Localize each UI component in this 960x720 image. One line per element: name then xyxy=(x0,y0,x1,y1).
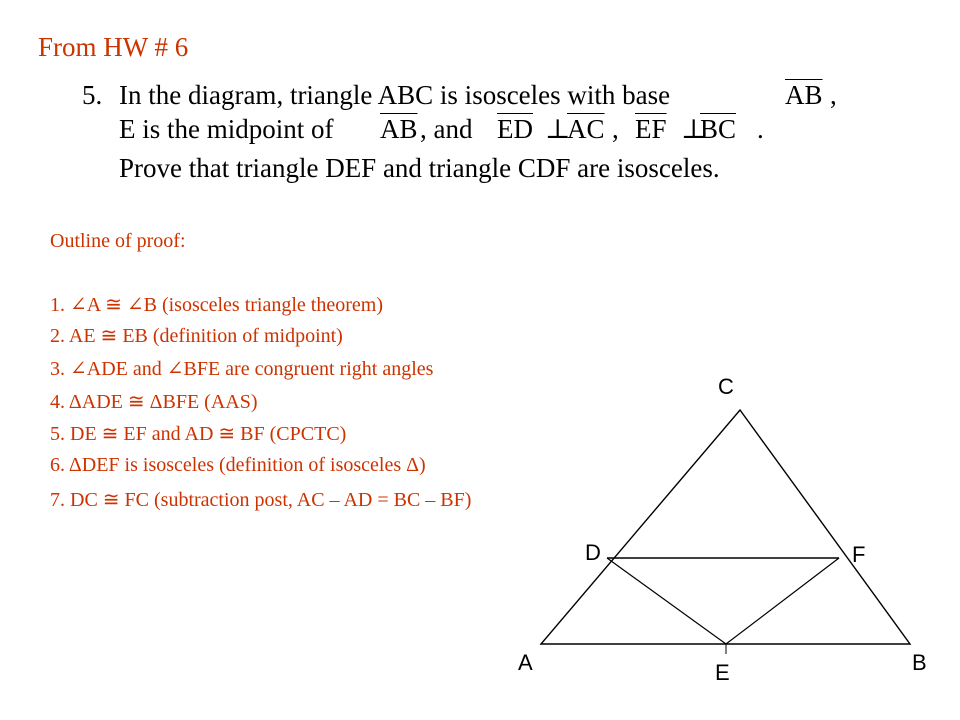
proof-step: 5. DE ≅ EF and AD ≅ BF (CPCTC) xyxy=(50,423,347,445)
segment-ab-2: $\overline{AB}$ xyxy=(380,114,418,144)
proof-step: 2. AE ≅ EB (definition of midpoint) xyxy=(50,325,343,347)
vertex-label-a: A xyxy=(518,650,533,675)
proof-step: 1. ∠A ≅ ∠B (isosceles triangle theorem) xyxy=(50,294,383,316)
problem-line-2-and: , and xyxy=(420,114,473,144)
proof-heading: Outline of proof: xyxy=(50,230,186,252)
page-title: From HW # 6 xyxy=(38,32,189,62)
vertex-label-e: E xyxy=(715,660,730,685)
proof-step: 6. ΔDEF is isosceles (definition of isosceles Δ) xyxy=(50,454,426,476)
problem-line-1: In the diagram, triangle ABC is isosceles with base xyxy=(119,80,671,110)
vertex-label-d: D xyxy=(585,540,601,565)
segment-ab: $\overline{AB}$ xyxy=(785,80,823,110)
segment-bc: $\overline{BC}$ xyxy=(700,114,737,144)
proof-step: 4. ΔADE ≅ ΔBFE (AAS) xyxy=(50,391,258,413)
segment-ac: $\overline{AC}$ xyxy=(567,114,605,144)
vertex-label-f: F xyxy=(852,542,866,567)
problem-number: 5. xyxy=(82,80,103,110)
period: . xyxy=(757,114,764,144)
segment-de xyxy=(607,558,726,644)
comma: , xyxy=(830,80,837,110)
proof-step: 3. ∠ADE and ∠BFE are congruent right angles xyxy=(50,358,434,380)
perpendicular-symbol-2: ⊥ xyxy=(681,114,707,144)
problem-line-3: Prove that triangle DEF and triangle CDF are isosceles. xyxy=(119,153,720,183)
segment-ef: $\overline{EF}$ xyxy=(635,114,667,144)
proof-step: 7. DC ≅ FC (subtraction post, AC – AD = BC – BF) xyxy=(50,489,472,511)
problem-line-2: E is the midpoint of xyxy=(119,114,334,144)
comma-2: , xyxy=(612,114,619,144)
perpendicular-symbol: ⊥ xyxy=(545,114,571,144)
triangle-abc xyxy=(541,410,910,644)
vertex-label-c: C xyxy=(718,374,734,399)
vertex-label-b: B xyxy=(912,650,927,675)
segment-ed: $\overline{ED}$ xyxy=(497,114,533,144)
segment-ef xyxy=(726,558,839,644)
